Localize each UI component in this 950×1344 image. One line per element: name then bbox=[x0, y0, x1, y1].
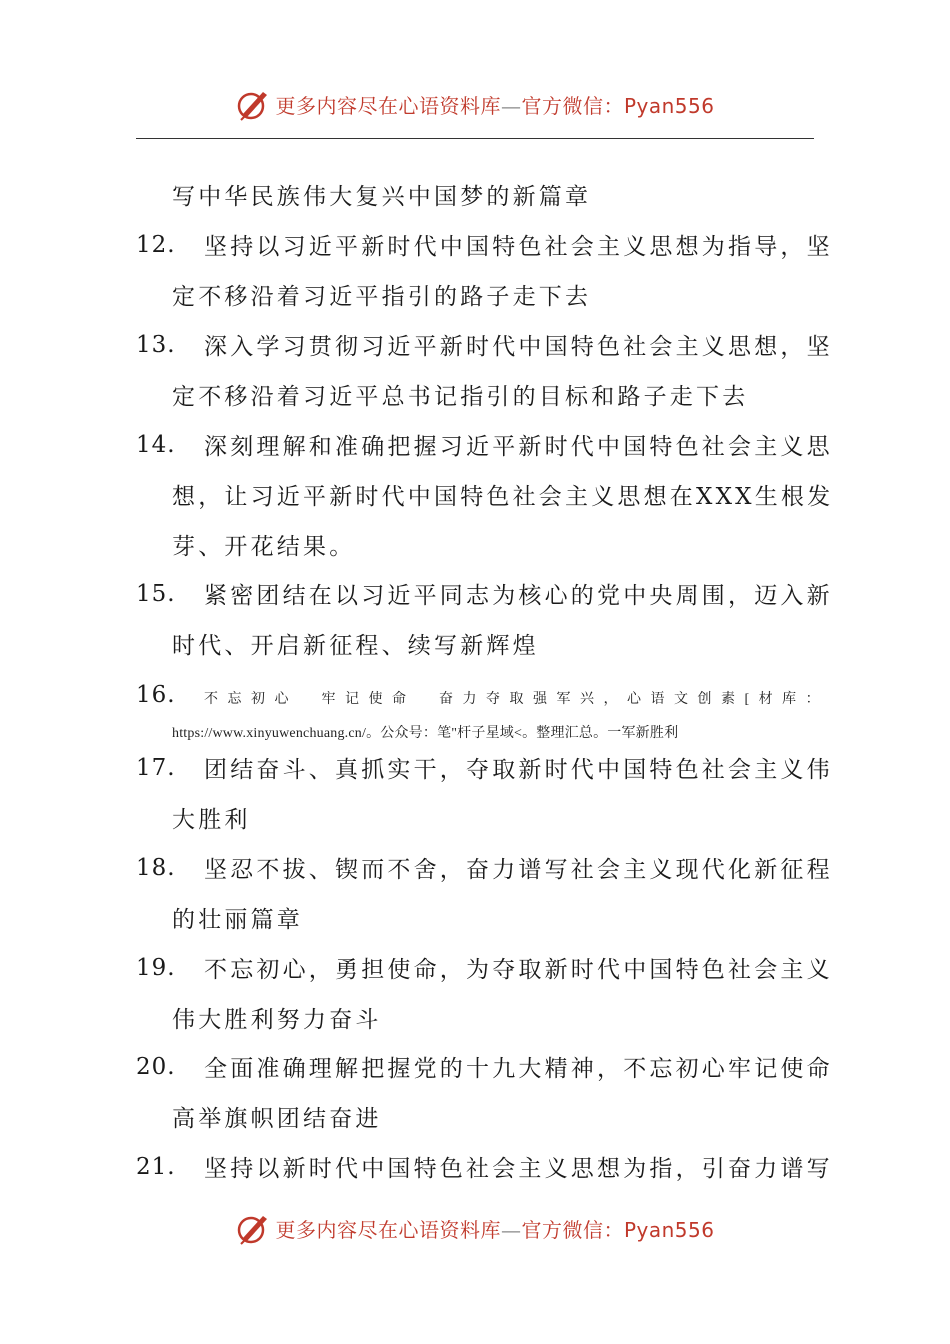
item-number: 14. bbox=[136, 432, 176, 458]
continuation-line: 写中华民族伟大复兴中国梦的新篇章 bbox=[172, 184, 592, 210]
banner-separator: — bbox=[500, 1217, 522, 1242]
item-line: 坚忍不拔、锲而不舍，奋力谱写社会主义现代化新征程 bbox=[204, 857, 833, 883]
watermark-line: https://www.xinyuwenchuang.cn/。公众号：笔"杆子星域<。整理汇总。一军新胜利 bbox=[172, 726, 679, 741]
header-watermark-banner bbox=[0, 84, 950, 124]
item-number: 17. bbox=[136, 755, 176, 781]
banner-text bbox=[275, 1214, 714, 1243]
item-number: 21. bbox=[136, 1154, 176, 1180]
header-divider bbox=[136, 138, 814, 139]
item-number: 16. bbox=[136, 682, 176, 708]
item-line: 高举旗帜团结奋进 bbox=[172, 1106, 382, 1132]
item-number: 15. bbox=[136, 581, 176, 607]
pen-logo-icon bbox=[235, 1210, 271, 1246]
item-line: 团结奋斗、真抓实干，夺取新时代中国特色社会主义伟 bbox=[204, 757, 833, 783]
footer-watermark-banner bbox=[0, 1208, 950, 1248]
item-line: 定不移沿着习近平总书记指引的目标和路子走下去 bbox=[172, 384, 749, 410]
banner-brand: 更多内容尽在心语资料库 bbox=[275, 1217, 501, 1242]
banner-text bbox=[275, 90, 714, 119]
watermark-line: 不忘初心 牢记使命 奋力夺取强军兴，心语文创素[材库： bbox=[204, 692, 830, 707]
banner-contact: 官方微信：Pyan556 bbox=[521, 93, 715, 118]
item-line: 不忘初心，勇担使命，为夺取新时代中国特色社会主义 bbox=[204, 957, 833, 983]
item-line: 紧密团结在以习近平同志为核心的党中央周围，迈入新 bbox=[204, 583, 833, 609]
banner-brand: 更多内容尽在心语资料库 bbox=[275, 93, 501, 118]
item-line: 坚持以新时代中国特色社会主义思想为指，引奋力谱写 bbox=[204, 1156, 833, 1182]
item-number: 20. bbox=[136, 1054, 176, 1080]
item-line: 伟大胜利努力奋斗 bbox=[172, 1007, 382, 1033]
item-line: 定不移沿着习近平指引的路子走下去 bbox=[172, 284, 592, 310]
item-number: 18. bbox=[136, 855, 176, 881]
item-line: 大胜利 bbox=[172, 807, 251, 833]
item-number: 12. bbox=[136, 232, 176, 258]
item-line: 想，让习近平新时代中国特色社会主义思想在XXX生根发 bbox=[172, 484, 834, 510]
item-line: 坚持以习近平新时代中国特色社会主义思想为指导，坚 bbox=[204, 234, 833, 260]
item-line: 的壮丽篇章 bbox=[172, 907, 303, 933]
item-line: 芽、开花结果。 bbox=[172, 534, 356, 560]
banner-separator: — bbox=[500, 93, 522, 118]
item-line: 深刻理解和准确把握习近平新时代中国特色社会主义思 bbox=[204, 434, 833, 460]
item-line: 全面准确理解把握党的十九大精神，不忘初心牢记使命 bbox=[204, 1056, 833, 1082]
banner-contact: 官方微信：Pyan556 bbox=[521, 1217, 715, 1242]
item-number: 13. bbox=[136, 332, 176, 358]
pen-logo-icon bbox=[235, 86, 271, 122]
item-line: 时代、开启新征程、续写新辉煌 bbox=[172, 633, 539, 659]
item-number: 19. bbox=[136, 955, 176, 981]
item-line: 深入学习贯彻习近平新时代中国特色社会主义思想，坚 bbox=[204, 334, 833, 360]
